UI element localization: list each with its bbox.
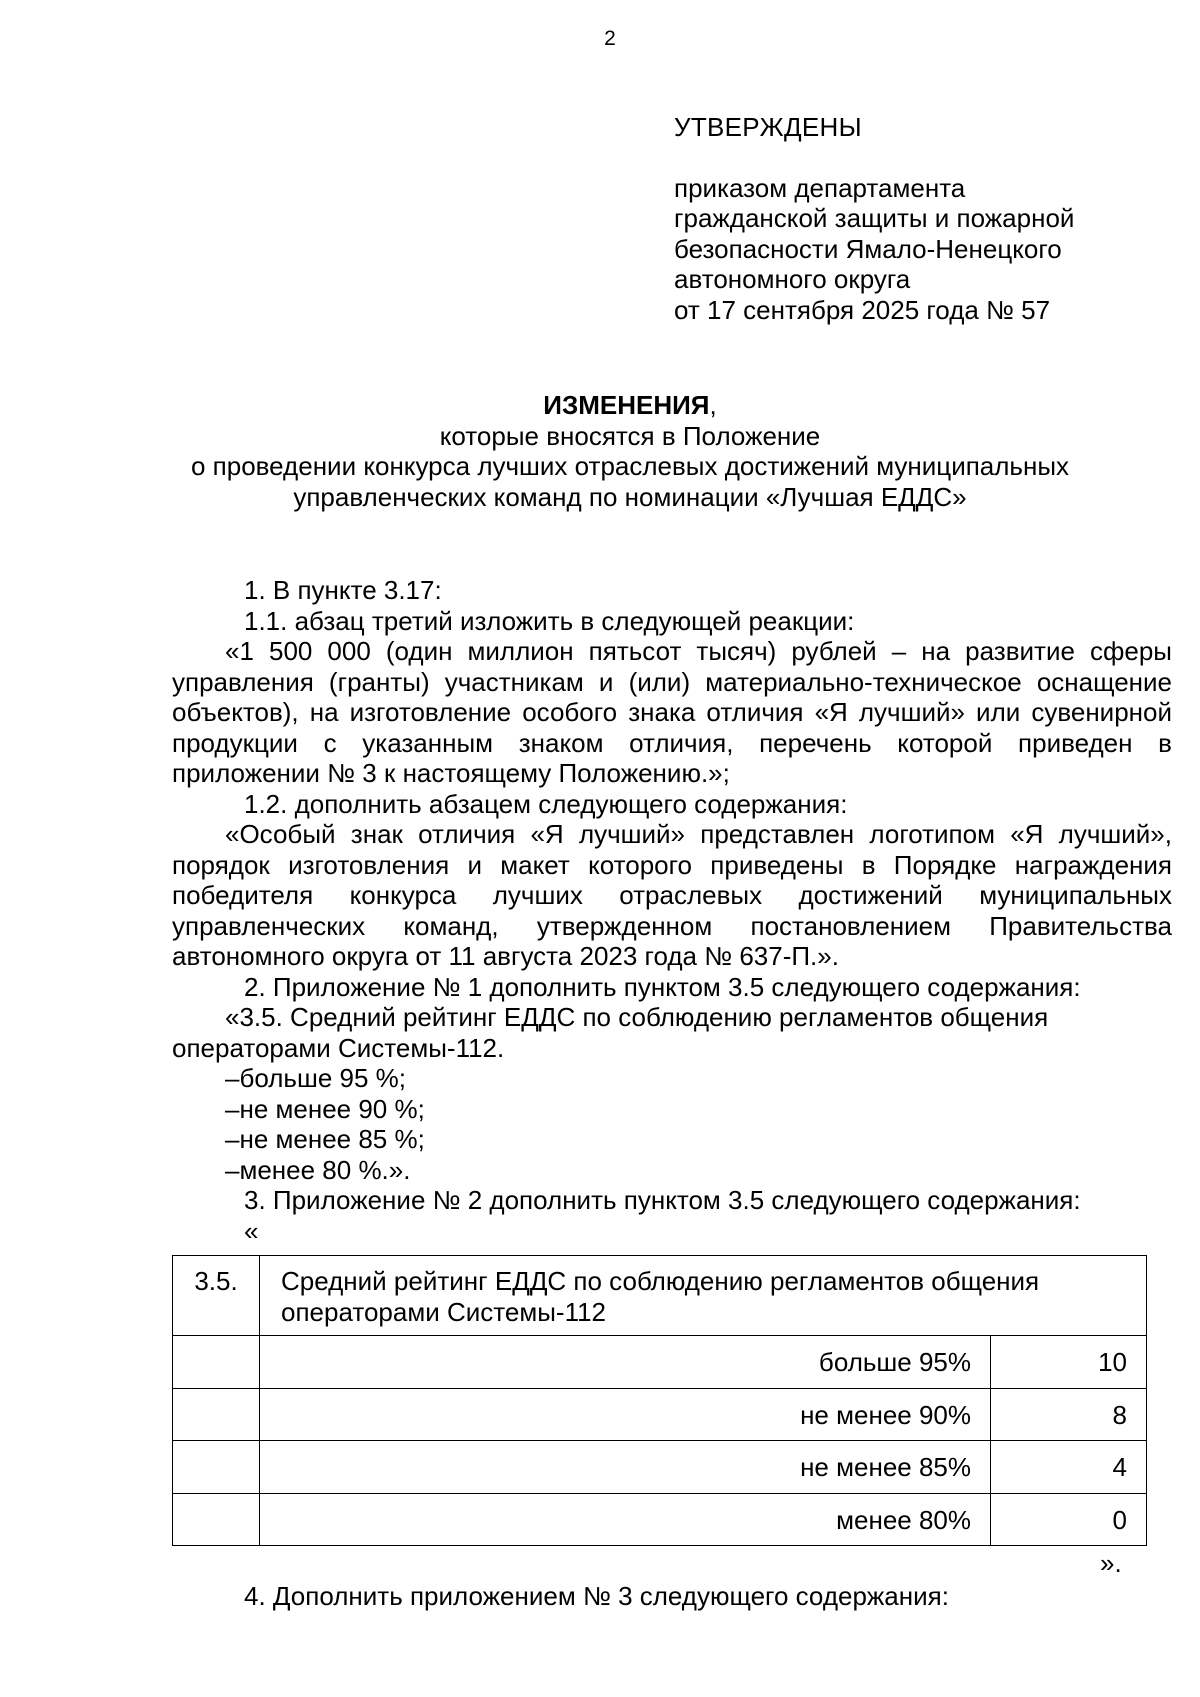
paragraph-1-1: 1.1. абзац третий изложить в следующей реакции: — [244, 605, 855, 636]
paragraph-1-2: 1.2. дополнить абзацем следующего содержания: — [244, 788, 848, 819]
rating-table — [172, 1255, 1147, 1546]
table-cell-empty — [173, 1388, 260, 1441]
table-item-description: Средний рейтинг ЕДДС по соблюдению регламентов общения операторами Системы-112 — [260, 1256, 1147, 1336]
title-main-word: ИЗМЕНЕНИЯ — [543, 390, 710, 420]
approval-stamp — [674, 112, 1154, 325]
dash-item: –больше 95 %; — [225, 1063, 406, 1093]
paragraph-3: 3. Приложение № 2 дополнить пунктом 3.5 следующего содержания: — [244, 1185, 1081, 1215]
document-body — [172, 575, 1172, 1246]
approval-line: от 17 сентября 2025 года № 57 — [674, 294, 1051, 325]
paragraph-2: 2. Приложение № 1 дополнить пунктом 3.5 следующего содержания: — [244, 971, 1081, 1002]
approval-line: гражданской защиты и пожарной — [674, 203, 1075, 233]
title-line: о проведении конкурса лучших отраслевых достижений муниципальных — [190, 451, 1070, 481]
paragraph-4: 4. Дополнить приложением № 3 следующего содержания: — [244, 1581, 949, 1611]
page-number: 2 — [604, 27, 616, 50]
table-header-row — [173, 1256, 1147, 1336]
title-line: управленческих команд по номинации «Лучшая ЕДДС» — [293, 481, 967, 512]
document-title — [150, 390, 1110, 512]
table-item-number: 3.5. — [173, 1256, 260, 1336]
paragraph-1-1-quote: «1 500 000 (один миллион пятьсот тысяч) рублей – на развитие сферы управления (гранты) участникам и (или) материально-техническое оснащение объектов), на изготовление особого знака отличия «Я лучший» или сувенирной продукции с указанным знаком отличия, перечень которой приведен в приложении № 3 к настоящему Положению.»; — [172, 636, 1172, 788]
table-row — [173, 1441, 1147, 1494]
closing-quote: ». — [1100, 1548, 1122, 1578]
title-main-suffix: , — [709, 390, 717, 420]
table-cell-points: 4 — [991, 1441, 1147, 1494]
approval-line: безопасности Ямало-Ненецкого — [674, 233, 1062, 264]
table-cell-label: больше 95% — [260, 1336, 991, 1389]
table-cell-points: 8 — [991, 1388, 1147, 1441]
table-row — [173, 1493, 1147, 1546]
table-cell-empty — [173, 1336, 260, 1389]
title-line: которые вносятся в Положение — [439, 420, 821, 451]
table-cell-label: менее 80% — [260, 1493, 991, 1546]
table-row — [173, 1336, 1147, 1389]
dash-item: –не менее 90 %; — [225, 1093, 425, 1124]
open-quote: « — [244, 1215, 259, 1246]
paragraph-1-2-quote: «Особый знак отличия «Я лучший» представлен логотипом «Я лучший», порядок изготовления и макет которого приведены в Порядке награждения победителя конкурса лучших отраслевых достижений муниципальных управленческих команд, утвержденном постановлением Правительства автономного округа от 11 августа 2023 года № 637-П.». — [172, 819, 1172, 971]
table-cell-label: не менее 85% — [260, 1441, 991, 1494]
table-cell-empty — [173, 1441, 260, 1494]
paragraph-1: 1. В пункте 3.17: — [244, 575, 442, 605]
approval-line: автономного округа — [674, 264, 911, 294]
title-main — [150, 390, 1110, 421]
dash-item: –менее 80 %.». — [225, 1154, 411, 1185]
approval-line: приказом департамента — [674, 172, 966, 203]
table-cell-points: 10 — [991, 1336, 1147, 1389]
approval-heading: УТВЕРЖДЕНЫ — [674, 112, 862, 142]
dash-item: –не менее 85 %; — [225, 1124, 425, 1154]
table-cell-points: 0 — [991, 1493, 1147, 1546]
table-cell-label: не менее 90% — [260, 1388, 991, 1441]
paragraph-2-quote: «3.5. Средний рейтинг ЕДДС по соблюдению регламентов общения операторами Системы-112. — [172, 1002, 1049, 1063]
table-row — [173, 1388, 1147, 1441]
table-cell-empty — [173, 1493, 260, 1546]
